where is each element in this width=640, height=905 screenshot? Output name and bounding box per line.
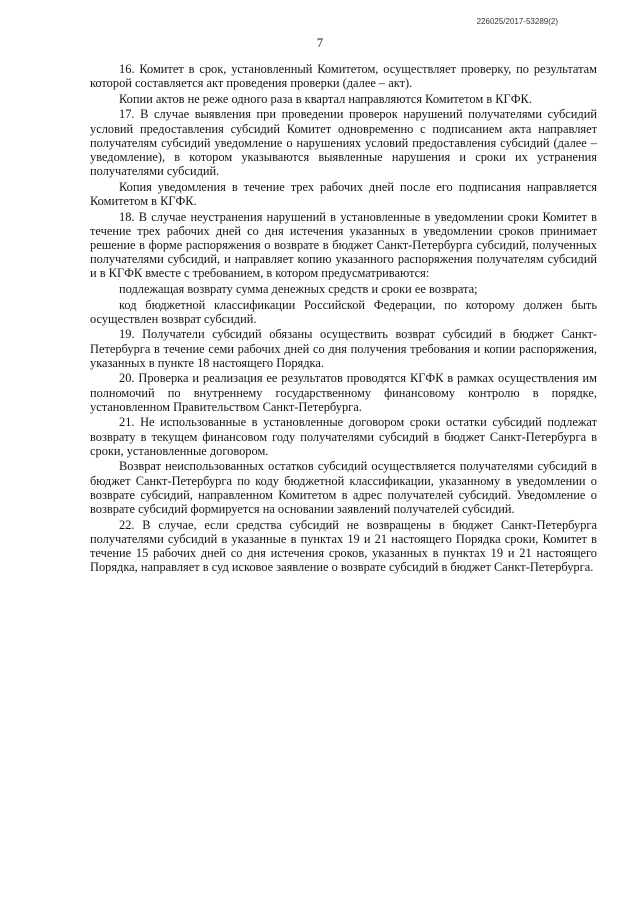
paragraph: Копии актов не реже одного раза в квартал направляются Комитетом в КГФК. bbox=[119, 91, 532, 106]
page-number: 7 bbox=[316, 36, 324, 50]
paragraph: Возврат неиспользованных остатков субсидий осуществляется получателями субсидий в бюджет Санкт-Петербурга по коду бюджетной классификации, указанному в уведомлении о возврате субсидий, направленном Комитетом в адрес получателей субсидий. Уведомление о возврате субсидий формируется на основании заявлений получателей субсидий. bbox=[90, 459, 597, 516]
paragraph: Копия уведомления в течение трех рабочих дней после его подписания направляется Комитетом в КГФК. bbox=[90, 179, 597, 208]
paragraph: 19. Получатели субсидий обязаны осуществить возврат субсидий в бюджет Санкт-Петербурга в течение семи рабочих дней со дня получения требования и копии распоряжения, указанных в пункте 18 настоящего Порядка. bbox=[90, 327, 597, 370]
paragraph: 18. В случае неустранения нарушений в установленные в уведомлении сроки Комитет в течение трех рабочих дней со дня истечения указанных в уведомлении сроков принимает решение в форме распоряжения о возврате в бюджет Санкт-Петербурга субсидий, полученных получателями субсидий, и направляет копию указанного распоряжения получателям субсидий и в КГФК вместе с требованием, в котором предусматриваются: bbox=[90, 209, 597, 281]
paragraph: 21. Не использованные в установленные договором сроки остатки субсидий подлежат возврату в текущем финансовом году получателями субсидий в бюджет Санкт-Петербурга в сроки, установленные договором. bbox=[90, 415, 597, 458]
paragraph: 17. В случае выявления при проведении проверок нарушений получателями субсидий условий предоставления субсидий Комитет одновременно с подписанием акта направляет получателям субсидий уведомление о нарушениях условий предоставления субсидий (далее – уведомление), в котором указываются выявленные нарушения и сроки их устранения получателями субсидий. bbox=[90, 107, 597, 179]
paragraph: 22. В случае, если средства субсидий не возвращены в бюджет Санкт-Петербурга получателями субсидий в указанные в пунктах 19 и 21 настоящего Порядка сроки, Комитет в течение 15 рабочих дней со дня истечения сроков, указанных в пунктах 19 и 21 настоящего Порядка, направляет в суд исковое заявление о возврате субсидий в бюджет Санкт-Петербурга. bbox=[90, 517, 597, 575]
paragraph: код бюджетной классификации Российской Федерации, по которому должен быть осуществлен возврат субсидий. bbox=[90, 297, 597, 326]
paragraph: 16. Комитет в срок, установленный Комитетом, осуществляет проверку, по результатам которой составляется акт проведения проверки (далее – акт). bbox=[90, 62, 597, 91]
document-body bbox=[90, 62, 597, 576]
paragraph: 20. Проверка и реализация ее результатов проводятся КГФК в рамках осуществления им полномочий по внутреннему государственному финансовому контролю в порядке, установленном Правительством Санкт-Петербурга. bbox=[90, 371, 597, 414]
document-id: 226025/2017-53289(2) bbox=[476, 17, 558, 26]
paragraph: подлежащая возврату сумма денежных средств и сроки ее возврата; bbox=[119, 282, 478, 296]
